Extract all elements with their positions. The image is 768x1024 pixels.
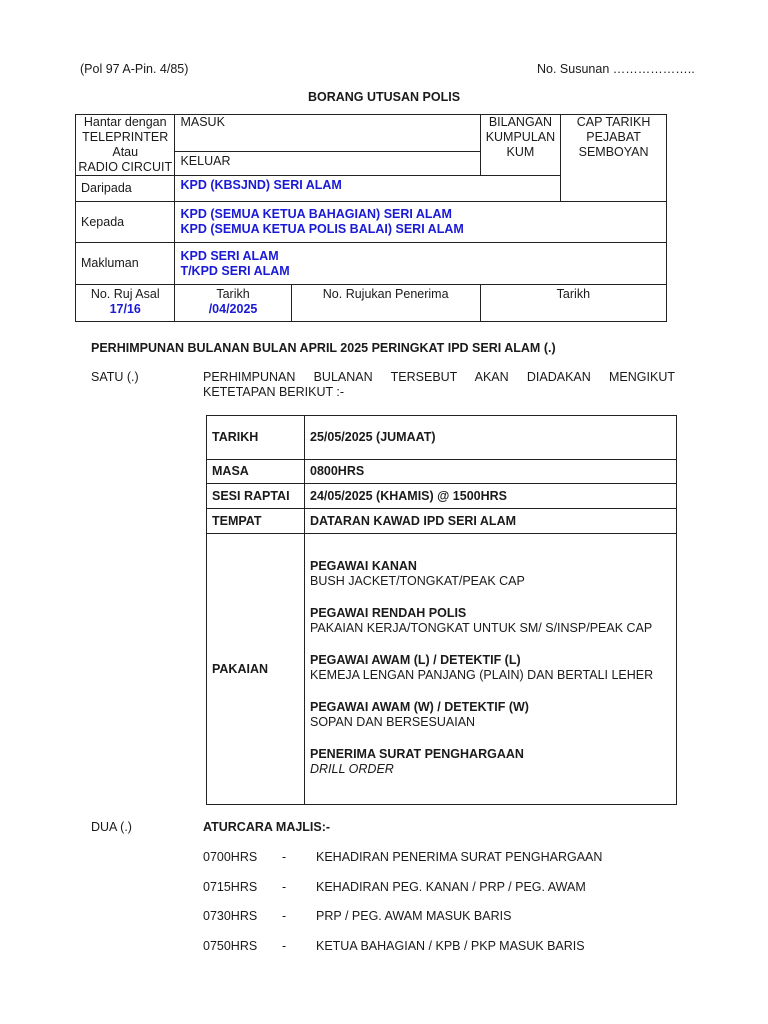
makluman-label: Makluman	[76, 243, 175, 285]
pakaian-item: PEGAWAI KANAN BUSH JACKET/TONGKAT/PEAK CAP	[310, 559, 525, 588]
agenda-dash: -	[282, 850, 287, 864]
form-reference: (Pol 97 A-Pin. 4/85)	[80, 62, 189, 76]
rujukan-penerima-cell: No. Rujukan Penerima	[291, 285, 480, 322]
pakaian-item: PEGAWAI AWAM (W) / DETEKTIF (W) SOPAN DAN BERSESUAIAN	[310, 700, 529, 729]
pakaian-label: PAKAIAN	[207, 534, 305, 805]
ruj-asal-cell: No. Ruj Asal 17/16	[76, 285, 175, 322]
kepada-label: Kepada	[76, 202, 175, 243]
agenda-item	[0, 880, 768, 898]
keluar-field[interactable]: KELUAR	[175, 151, 480, 175]
sesi-raptai-value: 24/05/2025 (KHAMIS) @ 1500HRS	[305, 484, 677, 509]
cap-tarikh-cell: CAP TARIKH PEJABAT SEMBOYAN	[561, 115, 667, 202]
tempat-label: TEMPAT	[207, 509, 305, 534]
pakaian-list	[305, 534, 677, 805]
agenda-item	[0, 909, 768, 927]
masa-label: MASA	[207, 460, 305, 484]
agenda-desc: KEHADIRAN PEG. KANAN / PRP / PEG. AWAM	[316, 880, 586, 894]
satu-text-line2: KETETAPAN BERIKUT :-	[203, 385, 344, 399]
form-title: BORANG UTUSAN POLIS	[307, 90, 461, 104]
masuk-field[interactable]: MASUK	[175, 115, 480, 152]
daripada-label: Daripada	[76, 176, 175, 202]
subject-line: PERHIMPUNAN BULANAN BULAN APRIL 2025 PERINGKAT IPD SERI ALAM (.)	[91, 341, 556, 355]
details-table	[206, 415, 677, 805]
pakaian-item: PEGAWAI AWAM (L) / DETEKTIF (L) KEMEJA LENGAN PANJANG (PLAIN) DAN BERTALI LEHER	[310, 653, 654, 682]
agenda-item	[0, 939, 768, 957]
agenda-time: 0700HRS	[203, 850, 258, 864]
agenda-desc: KEHADIRAN PENERIMA SURAT PENGHARGAAN	[316, 850, 603, 864]
pakaian-item: PEGAWAI RENDAH POLIS PAKAIAN KERJA/TONGKAT UNTUK SM/ S/INSP/PEAK CAP	[310, 606, 653, 635]
tarikh-value: 25/05/2025 (JUMAAT)	[305, 416, 677, 460]
agenda-dash: -	[282, 939, 287, 953]
agenda-dash: -	[282, 880, 287, 894]
tarikh-label: TARIKH	[207, 416, 305, 460]
aturcara-title: ATURCARA MAJLIS:-	[203, 820, 331, 834]
bilangan-cell: BILANGAN KUMPULAN KUM	[480, 115, 560, 176]
agenda-time: 0715HRS	[203, 880, 258, 894]
agenda-dash: -	[282, 909, 287, 923]
tarikh-cell: Tarikh /04/2025	[175, 285, 291, 322]
agenda-time: 0750HRS	[203, 939, 258, 953]
agenda-item	[0, 850, 768, 868]
agenda-time: 0730HRS	[203, 909, 258, 923]
makluman-value: KPD SERI ALAM T/KPD SERI ALAM	[175, 243, 667, 285]
daripada-value: KPD (KBSJND) SERI ALAM	[175, 176, 561, 202]
agenda-desc: PRP / PEG. AWAM MASUK BARIS	[316, 909, 512, 923]
dua-label: DUA (.)	[91, 820, 132, 834]
hantar-cell: Hantar dengan TELEPRINTER Atau RADIO CIRCUIT	[76, 115, 175, 176]
satu-text-line1: PERHIMPUNAN BULANAN TERSEBUT AKAN DIADAKAN MENGIKUT	[203, 370, 675, 384]
tempat-value: DATARAN KAWAD IPD SERI ALAM	[305, 509, 677, 534]
header-table	[75, 114, 667, 322]
susunan-number: No. Susunan ………………..	[537, 62, 695, 76]
satu-label: SATU (.)	[91, 370, 139, 384]
sesi-raptai-label: SESI RAPTAI	[207, 484, 305, 509]
tarikh2-cell: Tarikh	[480, 285, 666, 322]
pakaian-item: PENERIMA SURAT PENGHARGAAN DRILL ORDER	[310, 747, 524, 776]
agenda-desc: KETUA BAHAGIAN / KPB / PKP MASUK BARIS	[316, 939, 585, 953]
masa-value: 0800HRS	[305, 460, 677, 484]
kepada-value: KPD (SEMUA KETUA BAHAGIAN) SERI ALAM KPD (SEMUA KETUA POLIS BALAI) SERI ALAM	[175, 202, 667, 243]
